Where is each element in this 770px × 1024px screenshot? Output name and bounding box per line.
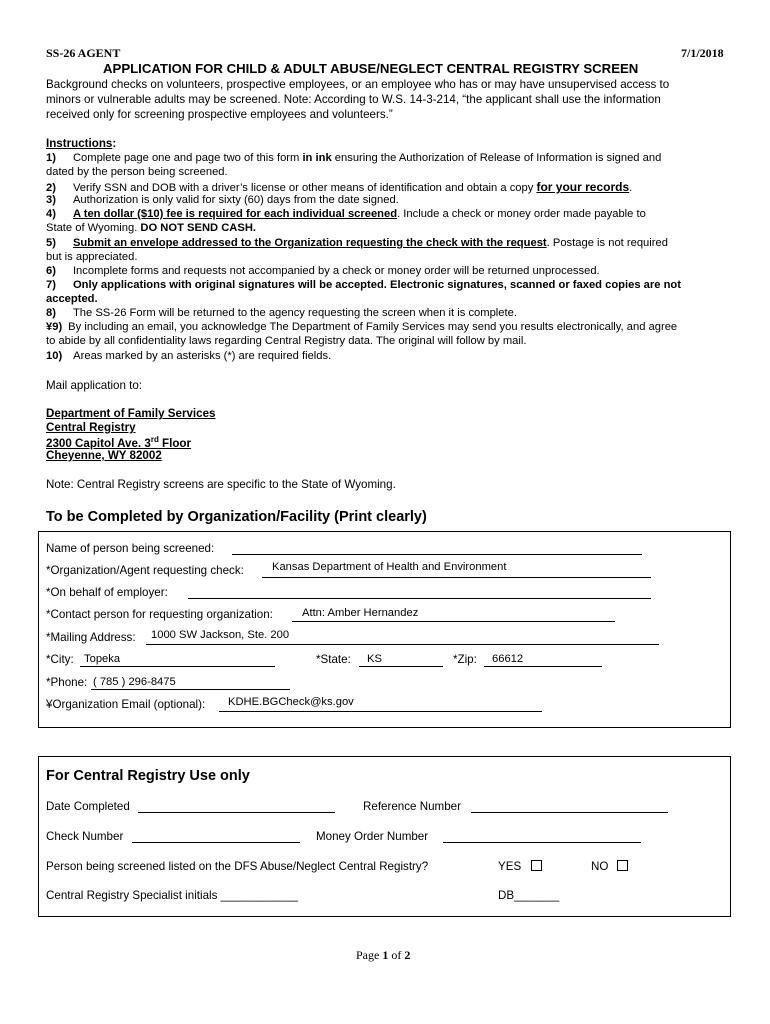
zip-field[interactable] [484,666,602,667]
instruction-10: 10) Areas marked by an asterisks (*) are required fields. [46,350,332,362]
contact-field[interactable] [292,621,615,622]
instruction-9-cont: to abide by all confidentiality laws regarding Central Registry data. The original will follow by mail. [46,335,527,347]
city-label: *City: [46,653,74,666]
date-completed-label: Date Completed [46,800,130,813]
mail-line-3: 2300 Capitol Ave. 3rd Floor [46,435,192,450]
money-order-label: Money Order Number [316,830,429,843]
instruction-1: 1) Complete page one and page two of this form in ink ensuring the Authorization of Release of Information is signed and [46,152,662,164]
registry-note: Note: Central Registry screens are specific to the State of Wyoming. [46,478,396,491]
zip-value: 66612 [492,653,524,665]
mail-line-4: Cheyenne, WY 82002 [46,449,162,462]
contact-label: *Contact person for requesting organization: [46,608,273,621]
city-value: Topeka [84,653,121,665]
db-field: DB_______ [498,889,560,902]
contact-value: Attn: Amber Hernandez [302,607,419,619]
instruction-7-cont: accepted. [46,293,98,305]
email-field[interactable] [219,711,542,712]
date-completed-field[interactable] [138,812,335,813]
instruction-9: ¥9) By including an email, you acknowledge The Department of Family Services may send you results electronically, and agree [46,321,678,333]
phone-value: ( 785 ) 296-8475 [93,676,176,688]
instruction-4: 4) A ten dollar ($10) fee is required for each individual screened. Include a check or money order made payable to [46,208,646,220]
money-order-field[interactable] [443,842,641,843]
instruction-4-cont: State of Wyoming. DO NOT SEND CASH. [46,222,257,234]
intro-line-1: Background checks on volunteers, prospective employees, or an employee who has or may have unsupervised access to [46,78,670,91]
instruction-7: 7) Only applications with original signatures will be accepted. Electronic signatures, scanned or faxed copies are not [46,279,681,291]
behalf-field[interactable] [188,598,651,599]
name-field[interactable] [232,554,642,555]
instruction-1-cont: dated by the person being screened. [46,166,228,178]
form-code: SS-26 AGENT [46,46,121,60]
state-field[interactable] [359,666,443,667]
org-value: Kansas Department of Health and Environment [272,561,507,573]
email-value: KDHE.BGCheck@ks.gov [228,696,354,708]
page-number: Page 1 of 2 [356,948,411,962]
instructions-heading: Instructions: [46,137,117,150]
form-date: 7/1/2018 [681,46,724,60]
page-title: APPLICATION FOR CHILD & ADULT ABUSE/NEGLECT CENTRAL REGISTRY SCREEN [103,61,639,76]
address-label: *Mailing Address: [46,631,136,644]
intro-line-2: minors or vulnerable adults may be screened. Note: According to W.S. 14-3-214, “the applicant shall use the information [46,93,661,106]
behalf-label: *On behalf of employer: [46,586,168,599]
instruction-8: 8) The SS-26 Form will be returned to the agency requesting the screen when it is complete. [46,307,517,319]
instruction-6: 6) Incomplete forms and requests not accompanied by a check or money order will be returned unprocessed. [46,265,600,277]
registry-listed-question: Person being screened listed on the DFS Abuse/Neglect Central Registry? [46,860,429,873]
phone-field[interactable] [91,689,290,690]
instruction-5: 5) Submit an envelope addressed to the Organization requesting the check with the request. Postage is not required [46,237,668,249]
zip-label: *Zip: [453,653,477,666]
reference-number-label: Reference Number [363,800,461,813]
state-label: *State: [316,653,351,666]
org-section-title: To be Completed by Organization/Facility (Print clearly) [46,509,427,525]
city-field[interactable] [80,666,275,667]
address-field[interactable] [146,644,659,645]
intro-line-3: received only for screening prospective employees and volunteers.” [46,108,393,121]
instruction-5-cont: but is appreciated. [46,251,138,263]
email-label: ¥Organization Email (optional): [46,698,206,711]
instruction-3: 3) Authorization is only valid for sixty (60) days from the date signed. [46,194,399,206]
state-value: KS [367,653,382,665]
mail-line-2: Central Registry [46,421,136,434]
no-label: NO [591,860,609,873]
check-number-field[interactable] [132,842,300,843]
yes-checkbox[interactable] [531,860,542,871]
check-number-label: Check Number [46,830,124,843]
phone-label: *Phone: [46,676,88,689]
mail-line-1: Department of Family Services [46,407,216,420]
instruction-2: 2) Verify SSN and DOB with a driver’s license or other means of identification and obtain a copy for your records. [46,180,633,194]
mail-label: Mail application to: [46,379,143,392]
org-label: *Organization/Agent requesting check: [46,564,244,577]
org-field[interactable] [262,577,651,578]
registry-section-title: For Central Registry Use only [46,768,250,784]
no-checkbox[interactable] [617,860,628,871]
yes-label: YES [498,860,522,873]
specialist-initials: Central Registry Specialist initials ____________ [46,889,298,902]
name-label: Name of person being screened: [46,542,215,555]
reference-number-field[interactable] [471,812,668,813]
address-value: 1000 SW Jackson, Ste. 200 [151,629,290,641]
